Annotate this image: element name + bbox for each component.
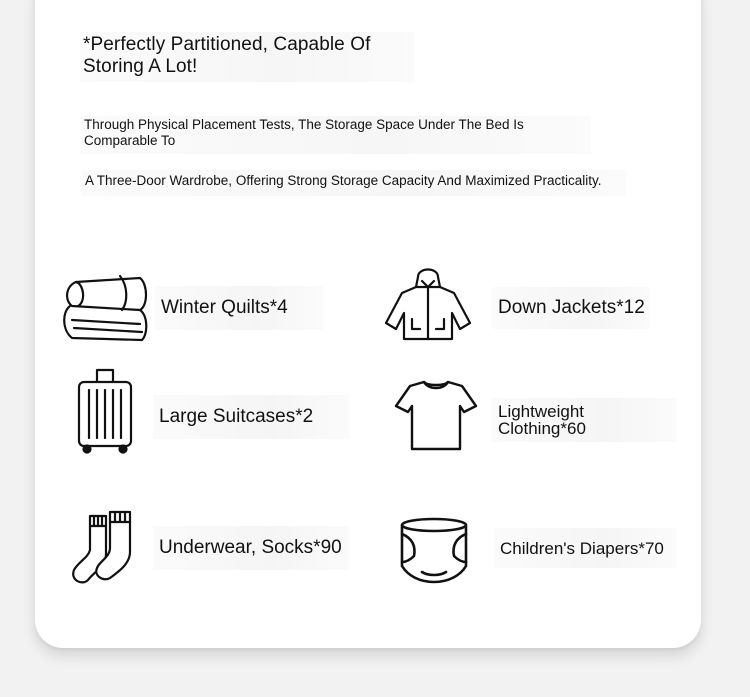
folded-quilt-icon xyxy=(62,272,148,344)
item-label-winter-quilts: Winter Quilts*4 xyxy=(155,286,323,330)
description-line-2: A Three-Door Wardrobe, Offering Strong Storage Capacity And Maximized Practicality. xyxy=(82,170,626,196)
diaper-icon xyxy=(398,516,470,586)
item-label-childrens-diapers: Children's Diapers*70 xyxy=(494,528,676,568)
headline: *Perfectly Partitioned, Capable Of Storing A Lot! xyxy=(80,32,414,82)
item-label-large-suitcases: Large Suitcases*2 xyxy=(153,395,349,439)
t-shirt-icon xyxy=(394,378,478,452)
item-label-lightweight-clothing: Lightweight Clothing*60 xyxy=(492,398,676,442)
socks-icon xyxy=(70,510,134,584)
item-label-down-jackets: Down Jackets*12 xyxy=(492,287,650,329)
description-line-1: Through Physical Placement Tests, The Storage Space Under The Bed Is Comparable To xyxy=(81,116,591,154)
item-label-underwear-socks: Underwear, Socks*90 xyxy=(153,526,349,570)
suitcase-icon xyxy=(76,368,134,454)
hooded-jacket-icon xyxy=(382,263,474,343)
